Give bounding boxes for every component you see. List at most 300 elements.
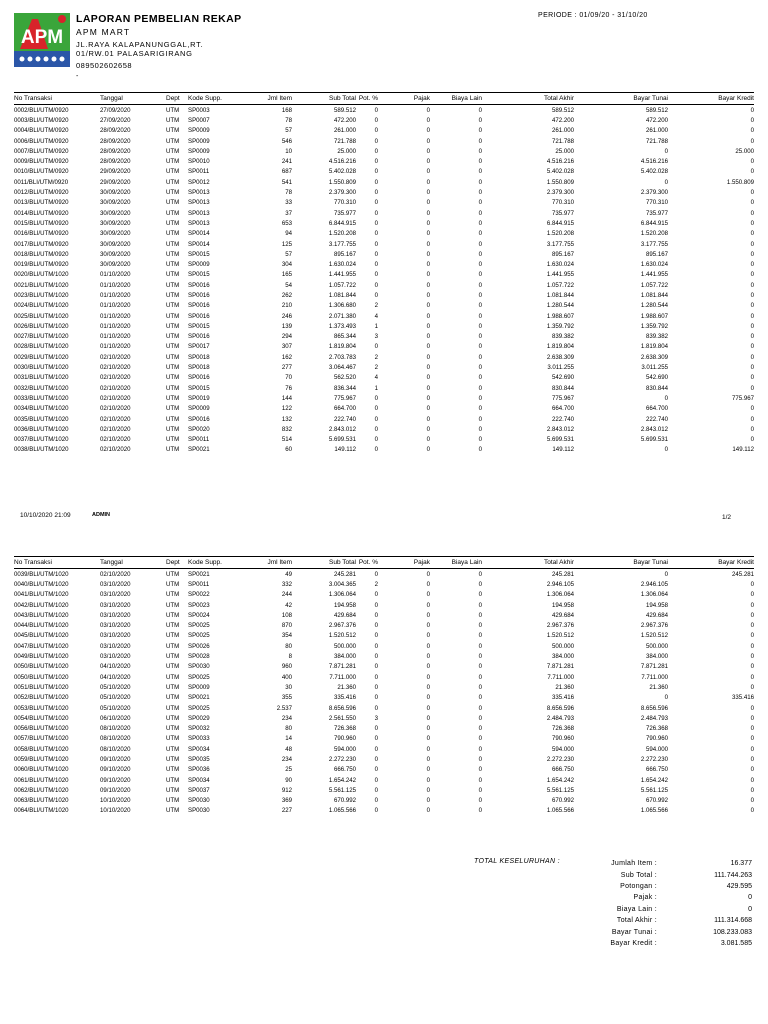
- col-kode-supp-cell: SP0030: [188, 807, 210, 815]
- col-no-transaksi-cell: 0013/BLI/UTM/0920: [14, 199, 69, 207]
- col-total-akhir-cell: 4.516.216: [546, 158, 574, 166]
- col-biaya-lain-cell: 0: [478, 653, 482, 661]
- col-bayar-tunai-header: Bayar Tunai: [633, 559, 668, 566]
- col-total-akhir-cell: 1.988.607: [546, 312, 574, 320]
- summary-row: [560, 926, 752, 937]
- col-tanggal-cell: 03/10/2020: [100, 601, 131, 609]
- col-jml-item-cell: 57: [285, 127, 292, 135]
- col-pot-persen-cell: 0: [374, 116, 378, 124]
- col-tanggal-cell: 01/10/2020: [100, 322, 131, 330]
- table-row: [14, 569, 754, 579]
- col-dept-cell: UTM: [166, 250, 180, 258]
- col-biaya-lain-cell: 0: [478, 394, 482, 402]
- col-bayar-kredit-cell: 0: [750, 209, 754, 217]
- col-sub-total-cell: 770.310: [333, 199, 356, 207]
- col-dept-cell: UTM: [166, 209, 180, 217]
- col-biaya-lain-cell: 0: [478, 570, 482, 578]
- col-dept-cell: UTM: [166, 580, 180, 588]
- col-bayar-tunai-cell: 1.057.722: [640, 281, 668, 289]
- col-bayar-kredit-cell: 0: [750, 281, 754, 289]
- col-pot-persen-cell: 0: [374, 291, 378, 299]
- col-bayar-kredit-cell: 0: [750, 168, 754, 176]
- col-sub-total-cell: 1.520.512: [328, 632, 356, 640]
- summary-row: [560, 869, 752, 880]
- table-row: [14, 383, 754, 393]
- col-pot-persen-cell: 0: [374, 683, 378, 691]
- col-no-transaksi-cell: 0049/BLI/UTM/1020: [14, 653, 69, 661]
- col-tanggal-cell: 04/10/2020: [100, 663, 131, 671]
- col-dept-cell: UTM: [166, 168, 180, 176]
- table-row: [14, 290, 754, 300]
- table-row: [14, 187, 754, 197]
- table-row: [14, 590, 754, 600]
- col-sub-total-cell: 5.402.028: [328, 168, 356, 176]
- col-total-akhir-cell: 5.561.125: [546, 786, 574, 794]
- report-period: PERIODE : 01/09/20 - 31/10/20: [538, 12, 648, 19]
- col-pajak-cell: 0: [426, 405, 430, 413]
- col-kode-supp-cell: SP0025: [188, 622, 210, 630]
- col-bayar-tunai-cell: 1.359.792: [640, 322, 668, 330]
- col-pot-persen-header: Pot. %: [358, 95, 378, 102]
- col-jml-item-cell: 90: [285, 776, 292, 784]
- table-row: [14, 404, 754, 414]
- col-dept-cell: UTM: [166, 632, 180, 640]
- col-biaya-lain-cell: 0: [478, 601, 482, 609]
- col-sub-total-cell: 1.630.024: [328, 261, 356, 269]
- col-pot-persen-cell: 0: [374, 591, 378, 599]
- col-jml-item-cell: 307: [281, 343, 292, 351]
- col-kode-supp-cell: SP0013: [188, 189, 210, 197]
- table-row: [14, 393, 754, 403]
- col-tanggal-cell: 28/09/2020: [100, 147, 131, 155]
- col-jml-item-cell: 78: [285, 116, 292, 124]
- col-tanggal-cell: 03/10/2020: [100, 622, 131, 630]
- col-total-akhir-cell: 1.280.544: [546, 302, 574, 310]
- col-biaya-lain-cell: 0: [478, 219, 482, 227]
- col-dept-cell: UTM: [166, 611, 180, 619]
- col-biaya-lain-cell: 0: [478, 632, 482, 640]
- col-kode-supp-cell: SP0015: [188, 322, 210, 330]
- col-dept-cell: UTM: [166, 704, 180, 712]
- table-header: [14, 92, 754, 105]
- col-jml-item-cell: 332: [281, 580, 292, 588]
- col-jml-item-cell: 369: [281, 797, 292, 805]
- col-jml-item-cell: 132: [281, 415, 292, 423]
- col-jml-item-cell: 960: [281, 663, 292, 671]
- col-bayar-kredit-cell: 0: [750, 797, 754, 805]
- col-dept-cell: UTM: [166, 271, 180, 279]
- col-bayar-tunai-cell: 1.081.844: [640, 291, 668, 299]
- table-row: [14, 362, 754, 372]
- apm-mart-logo: [14, 13, 70, 67]
- col-jml-item-cell: 80: [285, 725, 292, 733]
- col-pot-persen-cell: 0: [374, 189, 378, 197]
- col-biaya-lain-cell: 0: [478, 343, 482, 351]
- col-kode-supp-cell: SP0016: [188, 291, 210, 299]
- col-jml-item-cell: 2.537: [276, 704, 292, 712]
- col-no-transaksi-cell: 0016/BLI/UTM/0920: [14, 230, 69, 238]
- col-kode-supp-cell: SP0021: [188, 570, 210, 578]
- col-bayar-tunai-cell: 1.441.955: [640, 271, 668, 279]
- table-row: [14, 321, 754, 331]
- col-bayar-tunai-cell: 5.699.531: [640, 436, 668, 444]
- col-no-transaksi-cell: 0047/BLI/UTM/1020: [14, 642, 69, 650]
- col-pajak-cell: 0: [426, 353, 430, 361]
- print-datetime: 10/10/2020 21:09: [20, 512, 71, 519]
- col-bayar-kredit-cell: 0: [750, 611, 754, 619]
- col-total-akhir-cell: 21.360: [555, 683, 574, 691]
- summary-value: 111.314.668: [714, 917, 752, 925]
- col-pajak-cell: 0: [426, 291, 430, 299]
- col-jml-item-cell: 355: [281, 694, 292, 702]
- col-dept-cell: UTM: [166, 714, 180, 722]
- table-row: [14, 651, 754, 661]
- col-no-transaksi-cell: 0014/BLI/UTM/0920: [14, 209, 69, 217]
- col-bayar-tunai-cell: 7.711.000: [641, 673, 668, 681]
- col-bayar-kredit-cell: 0: [750, 106, 754, 114]
- col-kode-supp-cell: SP0013: [188, 219, 210, 227]
- col-bayar-kredit-cell: 0: [750, 189, 754, 197]
- summary-value: 16.377: [730, 860, 752, 868]
- col-dept-cell: UTM: [166, 776, 180, 784]
- col-biaya-lain-cell: 0: [478, 663, 482, 671]
- col-biaya-lain-cell: 0: [478, 766, 482, 774]
- col-pot-persen-cell: 0: [374, 745, 378, 753]
- col-pajak-cell: 0: [426, 189, 430, 197]
- summary-label: Sub Total :: [620, 871, 657, 879]
- col-biaya-lain-cell: 0: [478, 158, 482, 166]
- col-tanggal-cell: 02/10/2020: [100, 446, 131, 454]
- col-biaya-lain-cell: 0: [478, 384, 482, 392]
- col-tanggal-cell: 01/10/2020: [100, 281, 131, 289]
- col-dept-cell: UTM: [166, 116, 180, 124]
- col-kode-supp-cell: SP0011: [188, 436, 210, 444]
- col-tanggal-cell: 02/10/2020: [100, 394, 131, 402]
- col-biaya-lain-cell: 0: [478, 694, 482, 702]
- col-dept-cell: UTM: [166, 653, 180, 661]
- col-bayar-kredit-cell: 0: [750, 322, 754, 330]
- col-total-akhir-cell: 3.011.255: [547, 364, 574, 372]
- col-tanggal-cell: 27/09/2020: [100, 116, 131, 124]
- col-dept-cell: UTM: [166, 673, 180, 681]
- col-total-akhir-cell: 222.740: [551, 415, 574, 423]
- col-biaya-lain-cell: 0: [478, 137, 482, 145]
- col-bayar-kredit-cell: 0: [750, 673, 754, 681]
- col-no-transaksi-cell: 0060/BLI/UTM/1020: [14, 766, 69, 774]
- col-no-transaksi-cell: 0021/BLI/UTM/1020: [14, 281, 69, 289]
- col-sub-total-cell: 2.561.550: [328, 714, 356, 722]
- col-bayar-kredit-cell: 0: [750, 127, 754, 135]
- col-pajak-cell: 0: [426, 137, 430, 145]
- col-pot-persen-cell: 0: [374, 797, 378, 805]
- col-no-transaksi-cell: 0025/BLI/UTM/1020: [14, 312, 69, 320]
- col-bayar-tunai-cell: 2.272.230: [640, 755, 668, 763]
- col-pajak-cell: 0: [426, 281, 430, 289]
- summary-value: 3.081.585: [720, 939, 752, 947]
- col-dept-cell: UTM: [166, 281, 180, 289]
- col-biaya-lain-cell: 0: [478, 333, 482, 341]
- col-bayar-kredit-cell: 0: [750, 632, 754, 640]
- col-biaya-lain-cell: 0: [478, 704, 482, 712]
- col-no-transaksi-cell: 0015/BLI/UTM/0920: [14, 219, 69, 227]
- col-pot-persen-cell: 0: [374, 425, 378, 433]
- col-bayar-kredit-cell: 0: [750, 219, 754, 227]
- col-pajak-cell: 0: [426, 199, 430, 207]
- col-bayar-kredit-cell: 0: [750, 240, 754, 248]
- col-no-transaksi-cell: 0017/BLI/UTM/0920: [14, 240, 69, 248]
- col-pot-persen-cell: 0: [374, 735, 378, 743]
- table-row: [14, 610, 754, 620]
- col-total-akhir-cell: 8.656.596: [546, 704, 574, 712]
- col-jml-item-cell: 294: [281, 333, 292, 341]
- col-kode-supp-header: Kode Supp.: [188, 95, 222, 102]
- table-body: [14, 105, 754, 455]
- col-total-akhir-cell: 149.112: [552, 446, 574, 454]
- col-sub-total-cell: 261.000: [333, 127, 356, 135]
- table-row: [14, 734, 754, 744]
- col-tanggal-cell: 02/10/2020: [100, 436, 131, 444]
- table-row: [14, 373, 754, 383]
- col-biaya-lain-cell: 0: [478, 714, 482, 722]
- col-total-akhir-cell: 384.000: [551, 653, 574, 661]
- col-sub-total-cell: 1.065.566: [328, 807, 356, 815]
- col-jml-item-cell: 122: [281, 405, 292, 413]
- col-sub-total-cell: 7.711.000: [329, 673, 356, 681]
- col-pot-persen-cell: 0: [374, 343, 378, 351]
- table-row: [14, 342, 754, 352]
- col-tanggal-cell: 09/10/2020: [100, 766, 131, 774]
- col-total-akhir-cell: 2.946.105: [546, 580, 574, 588]
- col-no-transaksi-cell: 0056/BLI/UTM/1020: [14, 725, 69, 733]
- col-sub-total-cell: 21.360: [337, 683, 356, 691]
- col-dept-cell: UTM: [166, 735, 180, 743]
- col-bayar-kredit-cell: 0: [750, 766, 754, 774]
- col-kode-supp-cell: SP0025: [188, 704, 210, 712]
- col-jml-item-header: Jml Item: [267, 95, 292, 102]
- col-tanggal-cell: 02/10/2020: [100, 405, 131, 413]
- col-bayar-tunai-cell: 3.177.755: [640, 240, 668, 248]
- col-no-transaksi-cell: 0054/BLI/UTM/1020: [14, 714, 69, 722]
- col-kode-supp-cell: SP0009: [188, 261, 210, 269]
- col-bayar-kredit-cell: 245.281: [731, 570, 754, 578]
- col-pot-persen-cell: 3: [374, 333, 378, 341]
- col-bayar-tunai-cell: 0: [664, 570, 668, 578]
- col-bayar-kredit-cell: 0: [750, 601, 754, 609]
- col-pot-persen-cell: 0: [374, 137, 378, 145]
- table-row: [14, 806, 754, 816]
- col-bayar-tunai-cell: 6.844.915: [640, 219, 668, 227]
- table-row: [14, 414, 754, 424]
- col-jml-item-cell: 653: [281, 219, 292, 227]
- col-biaya-lain-cell: 0: [478, 797, 482, 805]
- col-kode-supp-cell: SP0016: [188, 374, 210, 382]
- col-total-akhir-cell: 1.520.512: [546, 632, 574, 640]
- col-bayar-kredit-cell: 0: [750, 302, 754, 310]
- col-bayar-kredit-cell: 0: [750, 735, 754, 743]
- col-pot-persen-cell: 0: [374, 405, 378, 413]
- col-bayar-kredit-cell: 0: [750, 425, 754, 433]
- col-kode-supp-cell: SP0019: [188, 394, 210, 402]
- col-bayar-kredit-cell: 0: [750, 384, 754, 392]
- col-bayar-kredit-cell: 0: [750, 591, 754, 599]
- summary-row: [560, 892, 752, 903]
- col-dept-cell: UTM: [166, 291, 180, 299]
- col-bayar-tunai-cell: 721.788: [645, 137, 668, 145]
- col-pot-persen-cell: 0: [374, 673, 378, 681]
- table-row: [14, 754, 754, 764]
- col-pajak-cell: 0: [426, 694, 430, 702]
- summary-row: [560, 904, 752, 915]
- col-bayar-kredit-cell: 0: [750, 653, 754, 661]
- page-number: 1/2: [722, 514, 732, 521]
- col-tanggal-cell: 04/10/2020: [100, 673, 131, 681]
- col-total-akhir-cell: 2.638.309: [546, 353, 574, 361]
- col-bayar-tunai-cell: 7.871.281: [640, 663, 668, 671]
- col-bayar-tunai-cell: 1.630.024: [640, 261, 668, 269]
- col-tanggal-cell: 30/09/2020: [100, 209, 131, 217]
- col-dept-cell: UTM: [166, 797, 180, 805]
- col-pajak-cell: 0: [426, 178, 430, 186]
- col-total-akhir-cell: 7.711.000: [547, 673, 574, 681]
- col-total-akhir-cell: 2.843.012: [546, 425, 574, 433]
- col-tanggal-cell: 08/10/2020: [100, 725, 131, 733]
- col-biaya-lain-cell: 0: [478, 642, 482, 650]
- col-bayar-tunai-cell: 1.520.208: [640, 230, 668, 238]
- col-dept-cell: UTM: [166, 683, 180, 691]
- col-sub-total-cell: 726.368: [333, 725, 356, 733]
- col-bayar-kredit-cell: 0: [750, 580, 754, 588]
- col-bayar-kredit-cell: 775.967: [731, 394, 754, 402]
- col-pajak-cell: 0: [426, 745, 430, 753]
- col-pot-persen-cell: 0: [374, 106, 378, 114]
- table-row: [14, 208, 754, 218]
- table-row: [14, 301, 754, 311]
- col-bayar-tunai-cell: 0: [664, 446, 668, 454]
- col-pot-persen-cell: 0: [374, 415, 378, 423]
- col-bayar-kredit-cell: 0: [750, 333, 754, 341]
- col-bayar-tunai-cell: 589.512: [645, 106, 668, 114]
- col-pot-persen-cell: 0: [374, 199, 378, 207]
- col-jml-item-cell: 14: [285, 735, 292, 743]
- col-total-akhir-cell: 775.967: [551, 394, 574, 402]
- summary-value: 0: [748, 894, 752, 902]
- col-pot-persen-cell: 0: [374, 755, 378, 763]
- col-no-transaksi-cell: 0044/BLI/UTM/1020: [14, 622, 69, 630]
- table-row: [14, 620, 754, 630]
- col-bayar-tunai-cell: 0: [664, 694, 668, 702]
- col-no-transaksi-cell: 0063/BLI/UTM/1020: [14, 797, 69, 805]
- col-pot-persen-cell: 0: [374, 158, 378, 166]
- col-kode-supp-cell: SP0011: [188, 580, 210, 588]
- col-pajak-cell: 0: [426, 384, 430, 392]
- col-bayar-kredit-cell: 0: [750, 755, 754, 763]
- col-sub-total-cell: 472.200: [333, 116, 356, 124]
- col-sub-total-header: Sub Total: [329, 95, 356, 102]
- col-no-transaksi-cell: 0058/BLI/UTM/1020: [14, 745, 69, 753]
- col-pot-persen-cell: 0: [374, 570, 378, 578]
- col-dept-cell: UTM: [166, 219, 180, 227]
- col-total-akhir-cell: 500.000: [551, 642, 574, 650]
- col-kode-supp-cell: SP0012: [188, 178, 210, 186]
- col-jml-item-cell: 870: [281, 622, 292, 630]
- col-bayar-kredit-cell: 0: [750, 786, 754, 794]
- col-dept-cell: UTM: [166, 725, 180, 733]
- col-tanggal-cell: 09/10/2020: [100, 786, 131, 794]
- col-pot-persen-header: Pot. %: [358, 559, 378, 566]
- col-kode-supp-cell: SP0009: [188, 127, 210, 135]
- table-row: [14, 352, 754, 362]
- col-no-transaksi-header: No Transaksi: [14, 95, 52, 102]
- col-biaya-lain-cell: 0: [478, 807, 482, 815]
- col-jml-item-cell: 49: [285, 570, 292, 578]
- print-user: ADMIN: [92, 512, 111, 518]
- col-no-transaksi-cell: 0057/BLI/UTM/1020: [14, 735, 69, 743]
- col-no-transaksi-cell: 0018/BLI/UTM/0920: [14, 250, 69, 258]
- col-total-akhir-cell: 839.382: [551, 333, 574, 341]
- col-total-akhir-cell: 735.977: [551, 209, 574, 217]
- col-pot-persen-cell: 0: [374, 168, 378, 176]
- col-biaya-lain-cell: 0: [478, 261, 482, 269]
- summary-label: Bayar Kredit :: [610, 939, 657, 947]
- col-sub-total-cell: 865.344: [333, 333, 356, 341]
- col-bayar-tunai-cell: 830.844: [645, 384, 668, 392]
- col-dept-cell: UTM: [166, 384, 180, 392]
- col-biaya-lain-cell: 0: [478, 591, 482, 599]
- col-total-akhir-cell: 25.000: [555, 147, 574, 155]
- col-total-akhir-cell: 721.788: [551, 137, 574, 145]
- col-total-akhir-cell: 429.684: [551, 611, 574, 619]
- col-tanggal-cell: 01/10/2020: [100, 343, 131, 351]
- col-dept-cell: UTM: [166, 642, 180, 650]
- col-pot-persen-cell: 2: [374, 302, 378, 310]
- col-sub-total-cell: 594.000: [333, 745, 356, 753]
- table-row: [14, 105, 754, 115]
- col-kode-supp-cell: SP0024: [188, 611, 210, 619]
- col-pot-persen-cell: 0: [374, 281, 378, 289]
- col-sub-total-cell: 2.379.300: [328, 189, 356, 197]
- col-biaya-lain-cell: 0: [478, 580, 482, 588]
- col-total-akhir-cell: 895.167: [551, 250, 574, 258]
- col-bayar-kredit-cell: 0: [750, 714, 754, 722]
- col-biaya-lain-cell: 0: [478, 745, 482, 753]
- col-jml-item-header: Jml Item: [267, 559, 292, 566]
- col-biaya-lain-cell: 0: [478, 106, 482, 114]
- col-biaya-lain-cell: 0: [478, 178, 482, 186]
- col-total-akhir-cell: 472.200: [551, 116, 574, 124]
- grand-total-label: TOTAL KESELURUHAN :: [474, 858, 560, 865]
- col-pajak-cell: 0: [426, 601, 430, 609]
- col-biaya-lain-cell: 0: [478, 127, 482, 135]
- col-pajak-cell: 0: [426, 642, 430, 650]
- col-no-transaksi-cell: 0053/BLI/UTM/1020: [14, 704, 69, 712]
- col-bayar-tunai-cell: 1.988.607: [640, 312, 668, 320]
- col-jml-item-cell: 227: [281, 807, 292, 815]
- col-biaya-lain-cell: 0: [478, 240, 482, 248]
- col-jml-item-cell: 400: [281, 673, 292, 681]
- col-sub-total-cell: 194.958: [333, 601, 356, 609]
- col-kode-supp-cell: SP0033: [188, 735, 210, 743]
- col-bayar-tunai-header: Bayar Tunai: [633, 95, 668, 102]
- col-total-akhir-cell: 670.992: [551, 797, 574, 805]
- col-pot-persen-cell: 0: [374, 704, 378, 712]
- col-no-transaksi-cell: 0030/BLI/UTM/1020: [14, 364, 69, 372]
- col-tanggal-cell: 29/09/2020: [100, 178, 131, 186]
- table-row: [14, 198, 754, 208]
- col-jml-item-cell: 144: [281, 394, 292, 402]
- col-kode-supp-cell: SP0035: [188, 755, 210, 763]
- col-bayar-tunai-cell: 790.960: [645, 735, 668, 743]
- col-dept-cell: UTM: [166, 322, 180, 330]
